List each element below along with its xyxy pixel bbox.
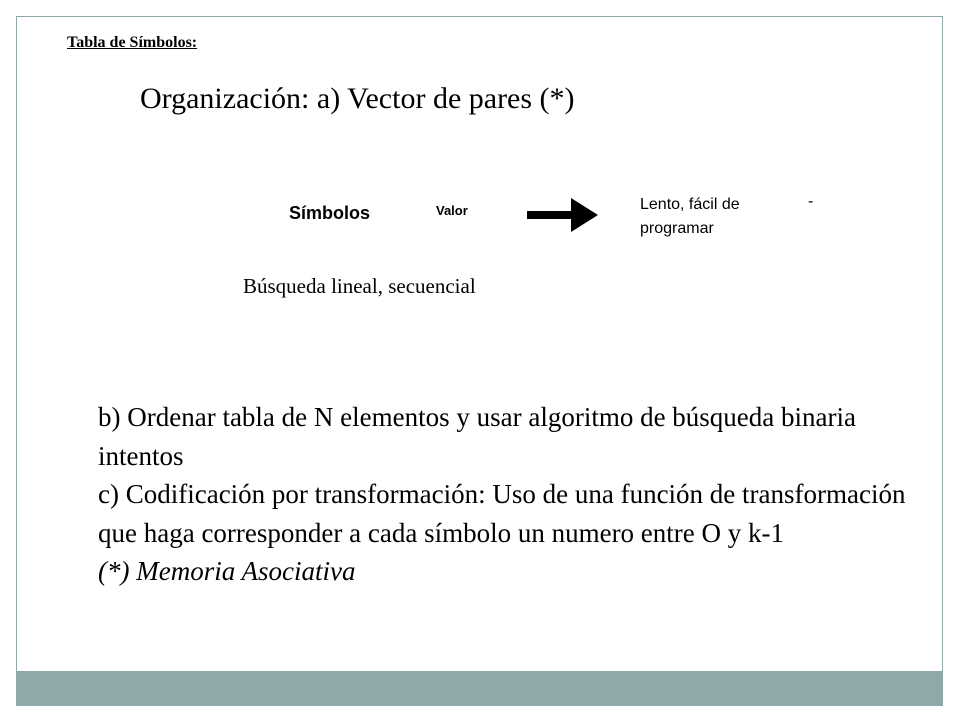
slide-header-title: Tabla de Símbolos: xyxy=(67,34,198,51)
diagram-note: Lento, fácil de programar xyxy=(640,196,740,237)
diagram-dash: - xyxy=(808,193,814,210)
value-label: Valor xyxy=(436,203,468,218)
body-text xyxy=(98,398,918,591)
slide-frame xyxy=(16,16,943,706)
option-b-text: b) Ordenar tabla de N elementos y usar algoritmo de búsqueda binaria intentos xyxy=(98,402,856,471)
symbols-label: Símbolos xyxy=(289,203,371,223)
search-caption: Búsqueda lineal, secuencial xyxy=(243,274,476,298)
option-c-text: c) Codificación por transformación: Uso de una función de transformación que haga corresponder a cada símbolo un numero entre O y k-1 xyxy=(98,479,906,548)
right-arrow-icon xyxy=(527,196,599,234)
slide-subtitle: Organización: a) Vector de pares (*) xyxy=(140,82,575,115)
footer-bar xyxy=(16,671,943,705)
footnote-text: (*) Memoria Asociativa xyxy=(98,556,356,586)
